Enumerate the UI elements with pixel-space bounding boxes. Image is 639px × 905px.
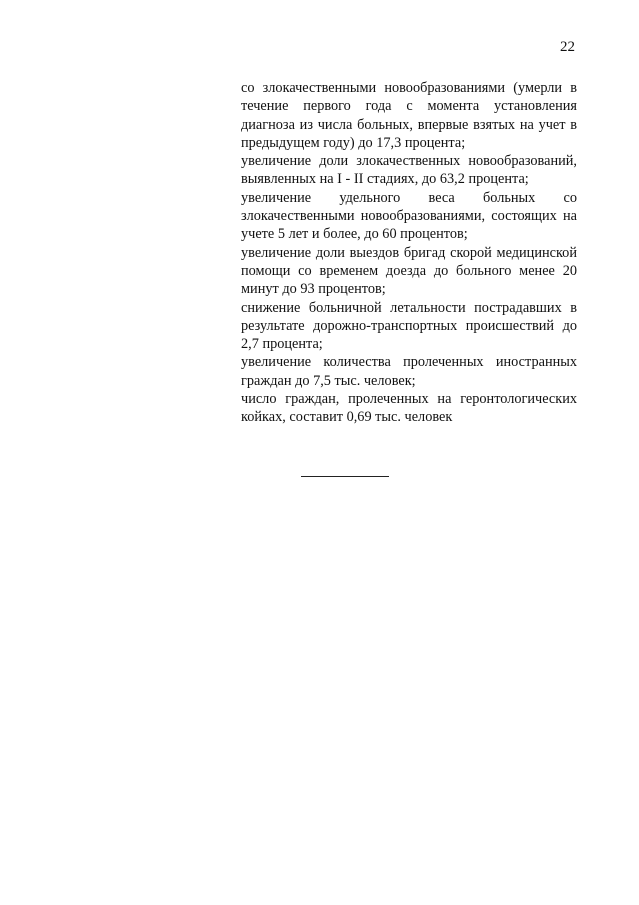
page-number: 22 (560, 39, 575, 55)
list-item: увеличение количества пролеченных иностранных граждан до 7,5 тыс. человек; (241, 354, 577, 389)
list-item: снижение больничной летальности пострадавших в результате дорожно-транспортных происшествий до 2,7 процента; (241, 299, 577, 353)
end-divider (301, 476, 389, 477)
indicator-list (241, 79, 577, 427)
list-item: увеличение удельного веса больных со злокачественными новообразованиями, состоящих на учете 5 лет и более, до 60 процентов; (241, 189, 577, 243)
list-item: увеличение доли выездов бригад скорой медицинской помощи со временем доезда до больного менее 20 минут до 93 процентов; (241, 244, 577, 298)
list-item: увеличение доли злокачественных новообразований, выявленных на I - II стадиях, до 63,2 процента; (241, 153, 577, 188)
list-item: со злокачественными новообразованиями (умерли в течение первого года с момента установления диагноза из числа больных, впервые взятых на учет в предыдущем году) до 17,3 процента; (241, 80, 577, 151)
list-item: число граждан, пролеченных на геронтологических койках, составит 0,69 тыс. человек (241, 391, 577, 426)
